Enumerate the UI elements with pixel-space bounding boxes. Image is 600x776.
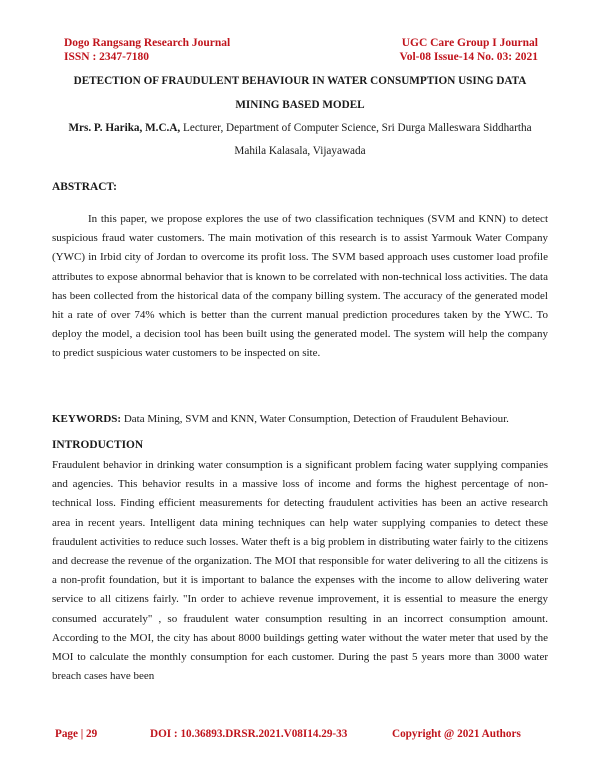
author-name: Mrs. P. Harika, M.C.A, [68, 122, 181, 134]
author-block [52, 117, 548, 163]
copyright-text: Copyright @ 2021 Authors [392, 728, 521, 740]
journal-issn: ISSN : 2347-7180 [64, 51, 149, 63]
abstract-text: In this paper, we propose explores the use of two classification techniques (SVM and KNN) to detect suspicious fraud water customers. The main motivation of this research is to assist Yarmouk Water Company (YWC) in Irbid city of Jordan to overcome its profit loss. The SVM based approach uses customer load profile attributes to expose abnormal behavior that is known to be correlated with non-technical loss activities. The data has been collected from the historical data of the company billing system. The accuracy of the generated model hit a rate of over 74% which is better than the current manual prediction procedures taken by the YWC. To deploy the model, a decision tool has been built using the generated model. The system will help the company to predict suspicious water customers to be inspected on site. [52, 213, 548, 360]
page-number: Page | 29 [55, 728, 98, 740]
paper-title: DETECTION OF FRAUDULENT BEHAVIOUR IN WATER CONSUMPTION USING DATA MINING BASED MODEL [73, 75, 527, 111]
doi-text: DOI : 10.36893.DRSR.2021.V08I14.29-33 [150, 728, 348, 740]
introduction-text: Fraudulent behavior in drinking water consumption is a significant problem facing water supplying companies and agencies. This behavior results in a massive loss of income and forms the highest percentage of non-technical loss. Finding efficient measurements for detecting fraudulent activities has been an active research area in recent years. Intelligent data mining techniques can help water supplying companies to detect these fraudulent activities to reduce such losses. Water theft is a big problem in distributing water fairly to the citizens and decrease the revenue of the organization. The MOI that responsible for water delivering to all the citizens is a non-profit foundation, but it is important to balance the expenses with the income to allow delivering water service to all citizens fairly. "In order to achieve revenue improvement, it is essential to measure the energy consumed accurately" , so fraudulent water consumption resulting in an incorrect consumption amount. According to the MOI, the city has about 8000 buildings getting water without the water meter that used by the MOI to calculate the monthly consumption for each customer. During the past 5 years more than 3000 water breach cases have been [52, 459, 548, 683]
volume-issue: Vol-08 Issue-14 No. 03: 2021 [399, 51, 538, 63]
author-affiliation: Lecturer, Department of Computer Science, Sri Durga Malleswara Siddhartha Mahila Kalasala, Vijayawada [180, 122, 532, 157]
journal-name: Dogo Rangsang Research Journal [64, 37, 231, 49]
keywords-line [52, 410, 548, 429]
journal-header-right [399, 36, 538, 64]
keywords-label: KEYWORDS: [52, 413, 122, 425]
journal-header-left [64, 36, 230, 64]
introduction-heading: INTRODUCTION [52, 439, 144, 451]
ugc-label: UGC Care Group I Journal [401, 37, 538, 49]
keywords-text: Data Mining, SVM and KNN, Water Consumption, Detection of Fraudulent Behaviour. [121, 413, 509, 425]
abstract-heading: ABSTRACT: [52, 181, 117, 193]
